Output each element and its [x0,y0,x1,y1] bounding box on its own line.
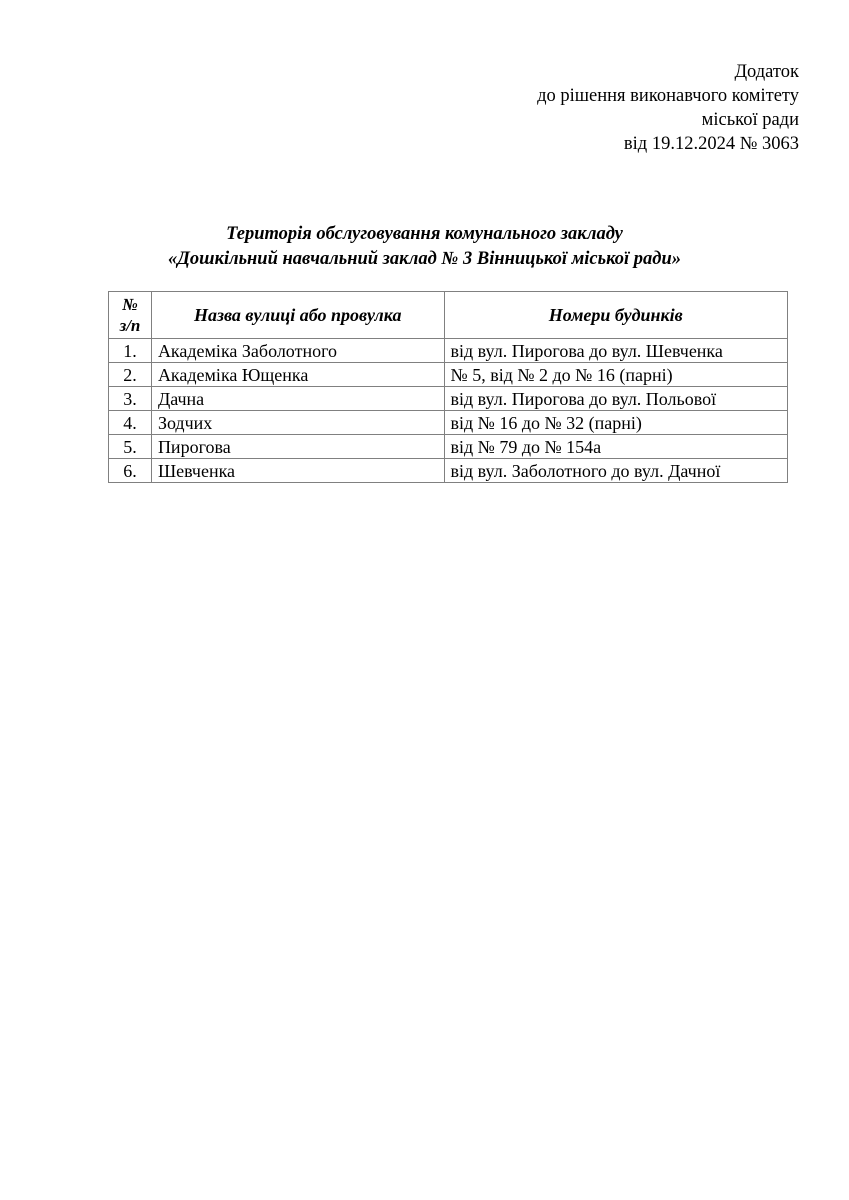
row-street: Пирогова [151,435,444,459]
header-number: № з/п [109,292,152,339]
appendix-label: Додаток [734,62,799,82]
table-row [109,387,788,411]
row-houses: від вул. Пирогова до вул. Шевченка [444,339,787,363]
row-street: Шевченка [151,459,444,483]
row-number: 3. [109,387,152,411]
table-row [109,459,788,483]
row-houses: № 5, від № 2 до № 16 (парні) [444,363,787,387]
document-title [0,222,849,272]
header-street: Назва вулиці або провулка [151,292,444,339]
row-street: Дачна [151,387,444,411]
row-street: Академіка Ющенка [151,363,444,387]
row-number: 5. [109,435,152,459]
row-number: 6. [109,459,152,483]
appendix-header [537,60,799,156]
table-row [109,339,788,363]
appendix-date-number: від 19.12.2024 № 3063 [623,134,799,154]
row-number: 1. [109,339,152,363]
table-row [109,411,788,435]
row-houses: від № 79 до № 154а [444,435,787,459]
service-territory-table [108,291,788,483]
header-houses: Номери будинків [444,292,787,339]
table-row [109,435,788,459]
table-row [109,363,788,387]
appendix-decision: до рішення виконавчого комітету [537,86,799,106]
row-houses: від № 16 до № 32 (парні) [444,411,787,435]
row-houses: від вул. Заболотного до вул. Дачної [444,459,787,483]
title-line-2: «Дошкільний навчальний заклад № 3 Вінницької міської ради» [168,249,681,269]
title-line-1: Територія обслуговування комунального закладу [226,224,623,244]
row-houses: від вул. Пирогова до вул. Польової [444,387,787,411]
row-number: 4. [109,411,152,435]
table-header-row [109,292,788,339]
row-street: Академіка Заболотного [151,339,444,363]
row-number: 2. [109,363,152,387]
row-street: Зодчих [151,411,444,435]
appendix-council: міської ради [701,110,799,130]
